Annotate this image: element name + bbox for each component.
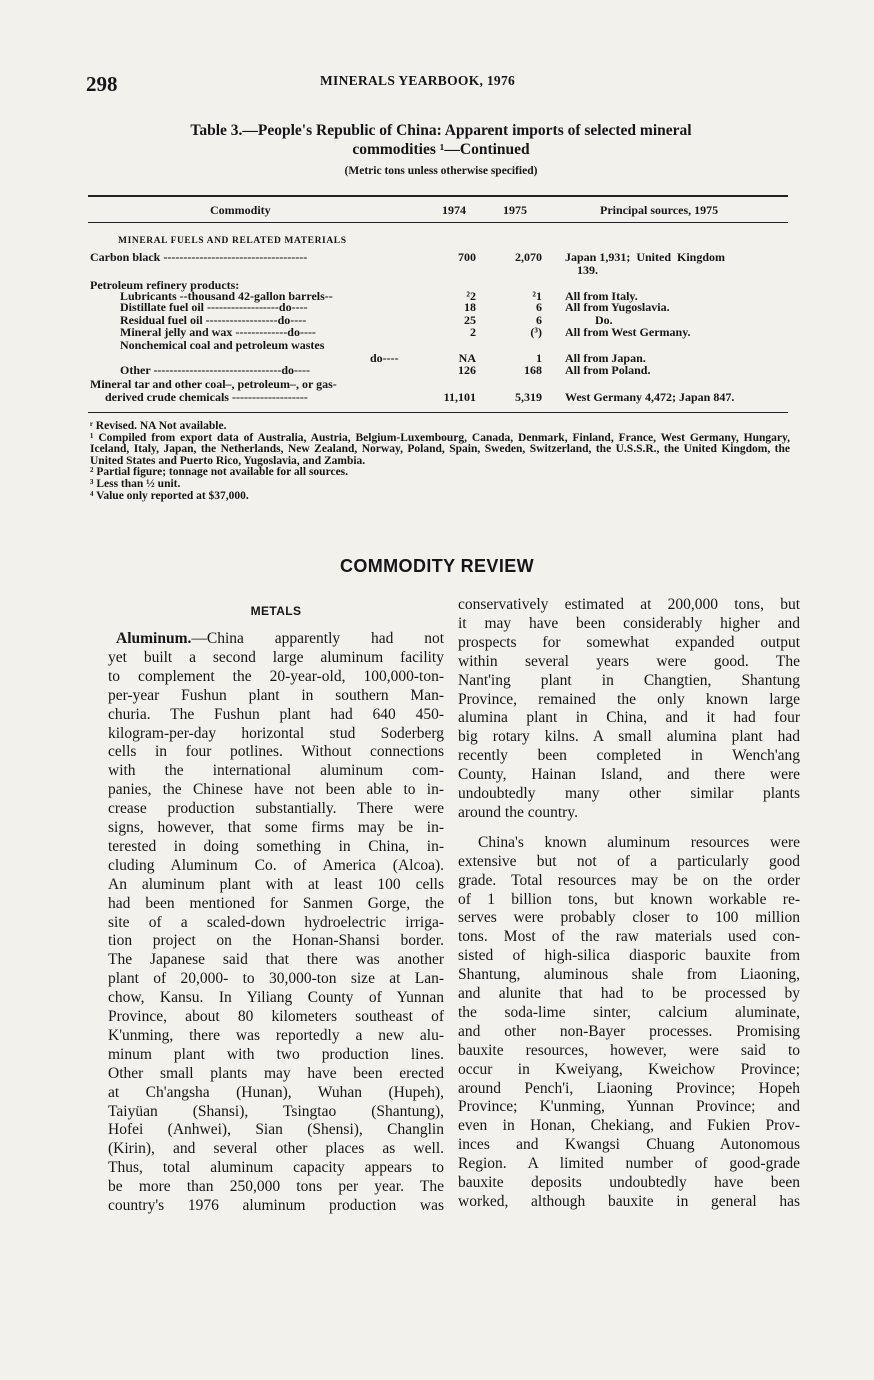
cell-1974: 25 [464, 313, 476, 327]
text-line-rest: —China apparently had not [191, 630, 444, 647]
table-rule-top [88, 195, 788, 197]
cell-commodity: Mineral jelly and wax -------------do---- [120, 325, 316, 339]
text-line: occur in Kweiyang, Kweichow Province; [458, 1060, 800, 1078]
text-line: prospects for somewhat expanded output [458, 633, 800, 651]
text-line: Taiyüan (Shansi), Tsingtao (Shantung), [108, 1102, 444, 1120]
text-line: conservatively estimated at 200,000 tons, but [458, 596, 800, 613]
table-rule-bottom [88, 412, 788, 413]
cell-1974: 700 [458, 250, 476, 264]
run-in-heading: Aluminum. [116, 630, 192, 647]
cell-commodity: Petroleum refinery products: [90, 278, 240, 292]
cell-commodity: Residual fuel oil ------------------do---- [120, 313, 307, 327]
text-line: crease production substantially. There were [108, 800, 444, 818]
table-row [0, 364, 874, 378]
cell-sources: All from Yugoslavia. [565, 300, 670, 314]
text-line: big rotary kilns. A small alumina plant had [458, 728, 800, 746]
cell-1975: 6 [536, 313, 542, 327]
text-line: cells in four potlines. Without connections [108, 743, 444, 761]
text-line: Region. A limited number of good-grade [458, 1155, 800, 1173]
text-line: at Ch'angsha (Hunan), Wuhan (Hupeh), [108, 1083, 444, 1101]
text-line: and alunite that had to be processed by [458, 985, 800, 1002]
cell-1975: 6 [536, 300, 542, 314]
cell-1974: 2 [470, 325, 476, 339]
table-title [96, 121, 786, 159]
text-line: terested in doing something in China, in- [108, 837, 444, 855]
text-line: churia. The Fushun plant had 640 450- [108, 705, 444, 723]
text-line: Province; K'unming, Yunnan Province; and [458, 1098, 800, 1116]
page-number: 298 [86, 72, 118, 96]
text-line: site of a scaled-down hydroelectric irriga- [108, 913, 444, 931]
cell-1975: 5,319 [515, 390, 542, 404]
text-line: inces and Kwangsi Chuang Autonomous [458, 1136, 800, 1154]
cell-sources: All from West Germany. [565, 325, 691, 339]
text-line: (Kirin), and several other places as well. [108, 1140, 444, 1158]
cell-1974: NA [458, 351, 476, 365]
text-line: Shantung, aluminous shale from Liaoning, [458, 966, 800, 984]
text-line: tion project on the Honan-Shansi border. [108, 932, 444, 950]
text-line: China's known aluminum resources were [478, 833, 800, 851]
table-row [0, 251, 874, 265]
cell-commodity: Distillate fuel oil ------------------do---- [120, 300, 308, 314]
running-head: MINERALS YEARBOOK, 1976 [320, 73, 516, 88]
footnote: ² Partial figure; tonnage not available for all sources. [90, 466, 349, 479]
cell-1975: (³) [530, 325, 542, 339]
text-line: Nant'ing plant in Changtien, Shantung [458, 671, 800, 689]
text-line: to complement the 20-year-old, 100,000-ton- [108, 667, 444, 685]
subsection-heading: METALS [250, 604, 302, 618]
cell-sources: Do. [565, 313, 613, 327]
cell-commodity: derived crude chemicals ------------------- [105, 390, 308, 404]
text-line: country's 1976 aluminum production was [108, 1197, 444, 1214]
table-rule-header [88, 222, 788, 223]
cell-1975: 1 [536, 351, 542, 365]
table-row [0, 391, 874, 405]
cell-sources: 139. [565, 263, 598, 277]
cell-commodity: Mineral tar and other coal–, petroleum–, or gas- [90, 377, 337, 391]
cell-1975: 168 [524, 363, 542, 377]
cell-commodity: Carbon black ------------------------------------ [90, 250, 308, 264]
column-header-sources: Principal sources, 1975 [600, 203, 719, 217]
text-line: cluding Aluminum Co. of America (Alcoa). [108, 856, 444, 874]
cell-1974: 18 [464, 300, 476, 314]
text-line: around the country. [458, 803, 578, 821]
table-title-line: commodities ¹—Continued [352, 141, 530, 158]
text-line: An aluminum plant with at least 100 cells [108, 875, 444, 893]
text-line: with the international aluminum com- [108, 762, 444, 780]
text-line: Other small plants may have been erected [108, 1064, 444, 1082]
column-header-commodity: Commodity [210, 203, 271, 217]
text-line: within several years were good. The [458, 652, 800, 670]
text-line: kilogram-per-day horizontal stud Soderberg [108, 724, 444, 742]
table-footnotes [90, 421, 790, 502]
table-row [0, 339, 874, 353]
table-section-label: MINERAL FUELS AND RELATED MATERIALS [118, 236, 347, 246]
footnote: ʳ Revised. NA Not available. [90, 420, 227, 432]
footnote: ⁴ Value only reported at $37,000. [90, 489, 249, 502]
text-line: plant of 20,000- to 30,000-ton size at Lan- [108, 970, 444, 988]
text-line: yet built a second large aluminum facility [108, 648, 444, 666]
text-line: panies, the Chinese have not been able to in- [108, 781, 444, 799]
cell-1974: ²2 [466, 289, 476, 303]
text-line: tons. Most of the raw materials used con- [458, 928, 800, 946]
text-line: be more than 250,000 tons per year. The [108, 1178, 444, 1196]
text-line: minum plant with two production lines. [108, 1045, 444, 1063]
table-title-line: Table 3.—People's Republic of China: Apparent imports of selected mineral [190, 122, 692, 139]
text-line: Hofei (Anhwei), Sian (Shensi), Changlin [108, 1121, 444, 1139]
text-line: The Japanese said that there was another [108, 951, 444, 969]
cell-commodity: Lubricants --thousand 42-gallon barrels-- [120, 289, 333, 303]
text-line: and other non-Bayer processes. Promising [458, 1022, 800, 1040]
text-line: K'unming, there was reportedly a new alu- [108, 1026, 444, 1044]
cell-sources: Japan 1,931; United Kingdom [565, 250, 726, 264]
cell-commodity: Other --------------------------------do---- [120, 363, 310, 377]
text-line: undoubtedly many other similar plants [458, 785, 800, 802]
cell-commodity: Nonchemical coal and petroleum wastes [120, 338, 325, 352]
text-line: signs, however, that some firms may be in- [108, 819, 444, 836]
cell-sources: All from Poland. [565, 363, 651, 377]
cell-sources: All from Italy. [565, 289, 638, 303]
text-line: per-year Fushun plant in southern Man- [108, 686, 444, 704]
text-line: chow, Kansu. In Yiliang County of Yunnan [108, 989, 444, 1007]
text-line: County, Hainan Island, and there were [458, 766, 800, 784]
cell-sources: All from Japan. [565, 351, 646, 365]
cell-1974: 11,101 [443, 390, 476, 404]
text-line: bauxite resources, however, were said to [458, 1041, 800, 1059]
text-line: it may have been considerably higher and [458, 614, 800, 632]
text-line: sisted of high-silica diasporic bauxite from [458, 947, 800, 965]
cell-1974: 126 [458, 363, 476, 377]
footnote: ¹ Compiled from export data of Australia, Austria, Belgium-Luxembourg, Canada, Denmark, Finland, France, West Germany, Hungary, Iceland, Italy, Japan, the Netherlands, New Zealand, Norway, Poland, Spain, Sweden, Switzerland, the U.S.S.R., the United Kingdom, the United States and Puerto Rico, Yugoslavia, and Zambia. [90, 431, 790, 467]
text-line: of 1 billion tons, but known workable re- [458, 890, 800, 908]
text-line: serves were probably closer to 100 million [458, 909, 800, 927]
footnote: ³ Less than ½ unit. [90, 477, 181, 490]
cell-sources: West Germany 4,472; Japan 847. [565, 390, 735, 404]
cell-1975: ²1 [532, 289, 542, 303]
text-line: had been mentioned for Sanmen Gorge, the [108, 894, 444, 912]
section-heading: COMMODITY REVIEW [339, 556, 535, 576]
text-line: even in Honan, Chekiang, and Fukien Prov- [458, 1117, 800, 1135]
column-header-1974: 1974 [442, 203, 466, 217]
text-line: alumina plant in China, and it had four [458, 709, 800, 727]
cell-1975: 2,070 [515, 250, 542, 264]
text-line: Thus, total aluminum capacity appears to [108, 1159, 444, 1177]
text-line: recently been completed in Wench'ang [458, 747, 800, 765]
table-row [0, 264, 874, 278]
cell-commodity: do---- [370, 351, 399, 365]
text-line: bauxite deposits undoubtedly have been [458, 1174, 800, 1191]
text-line: Province, about 80 kilometers southeast of [108, 1008, 444, 1025]
column-header-1975: 1975 [503, 203, 527, 217]
text-line: Province, remained the only known large [458, 690, 800, 708]
table-subtitle: (Metric tons unless otherwise specified) [344, 165, 538, 177]
text-line: around Pench'i, Liaoning Province; Hopeh [458, 1079, 800, 1097]
text-line: extensive but not of a particularly good [458, 852, 800, 870]
text-line: the soda-lime sinter, calcium aluminate, [458, 1003, 800, 1021]
text-line: worked, although bauxite in general has [458, 1192, 800, 1210]
text-line [116, 629, 444, 648]
text-line: grade. Total resources may be on the order [458, 871, 800, 889]
